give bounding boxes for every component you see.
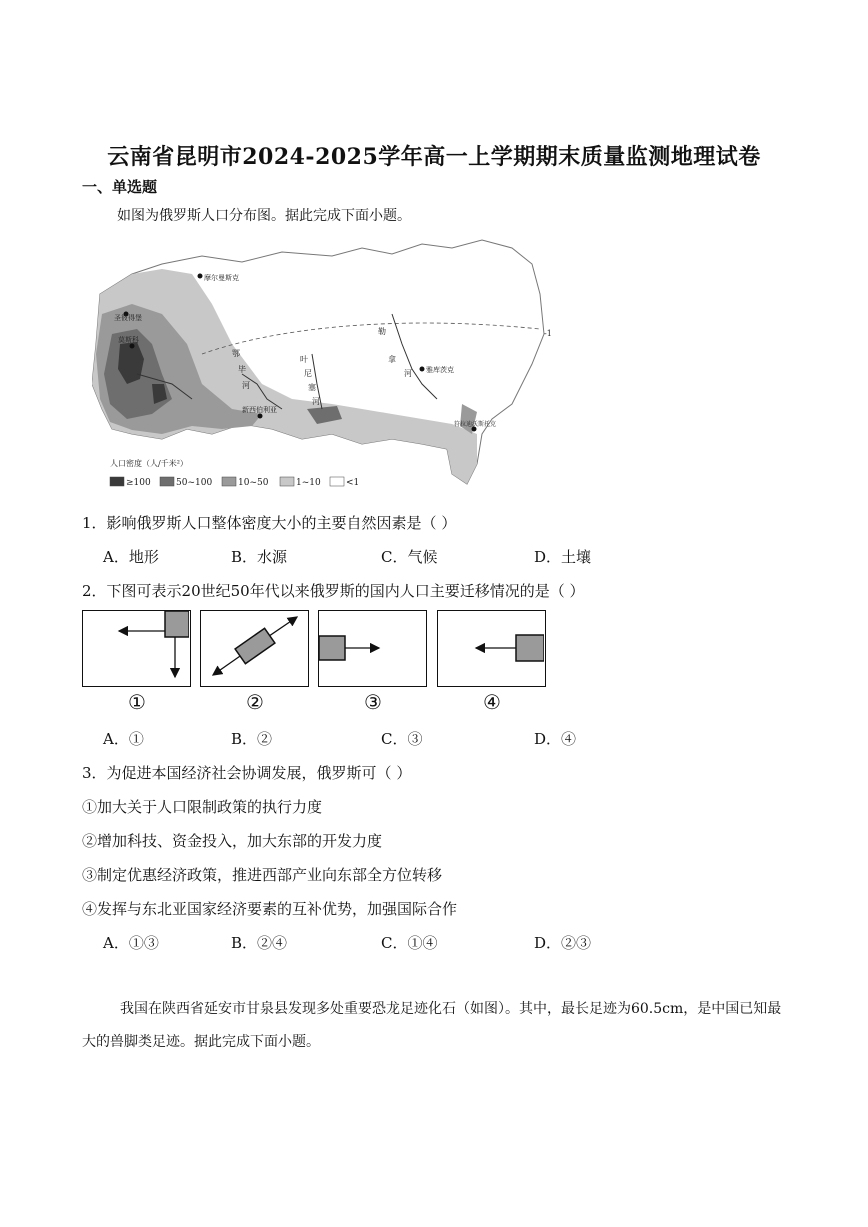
map-label-st-petersburg: 圣彼得堡 bbox=[114, 314, 142, 322]
q3-option-c[interactable]: C．①④ bbox=[381, 934, 438, 952]
map-label-lena-2: 拿 bbox=[388, 355, 396, 364]
legend-label-2: 50~100 bbox=[176, 478, 213, 488]
migration-figure-1 bbox=[82, 610, 191, 687]
q1-option-a[interactable]: A．地形 bbox=[103, 548, 159, 566]
page-title: 云南省昆明市2024-2025学年高一上学期期末质量监测地理试卷 bbox=[107, 144, 761, 170]
legend-swatch-2 bbox=[160, 477, 174, 486]
q3-item-3: ③制定优惠经济政策，推进西部产业向东部全方位转移 bbox=[82, 866, 443, 884]
legend-label-1: ≥100 bbox=[126, 478, 151, 488]
map-label-murmansk: 摩尔曼斯克 bbox=[204, 274, 239, 282]
legend-label-5: <1 bbox=[346, 478, 360, 488]
map-label-yenisei-4: 河 bbox=[312, 397, 320, 406]
migration-figure-4 bbox=[437, 610, 546, 687]
legend-swatch-3 bbox=[222, 477, 236, 486]
figure-label-4: ④ bbox=[483, 690, 501, 714]
map-label-vladivostok: 符拉迪沃斯托克 bbox=[454, 421, 497, 428]
section-heading: 一、单选题 bbox=[82, 178, 158, 196]
city-dot bbox=[130, 344, 135, 349]
figure-label-1: ① bbox=[128, 690, 146, 714]
q3-item-2: ②增加科技、资金投入，加大东部的开发力度 bbox=[82, 832, 383, 850]
legend-swatch-5 bbox=[330, 477, 344, 486]
map-label-yenisei-3: 塞 bbox=[308, 383, 316, 392]
q1-stem: 1．影响俄罗斯人口整体密度大小的主要自然因素是（ ） bbox=[82, 514, 457, 532]
legend-swatch-4 bbox=[280, 477, 294, 486]
legend-label-3: 10~50 bbox=[238, 478, 269, 488]
figure-label-2: ② bbox=[246, 690, 264, 714]
q3-item-1: ①加大关于人口限制政策的执行力度 bbox=[82, 798, 323, 816]
q3-option-d[interactable]: D．②③ bbox=[534, 934, 592, 952]
city-dot bbox=[258, 414, 263, 419]
figure-label-3: ③ bbox=[364, 690, 382, 714]
migration-figure-2 bbox=[200, 610, 309, 687]
map-legend-title: 人口密度（人/千米²） bbox=[110, 459, 188, 468]
q2-option-c[interactable]: C．③ bbox=[381, 730, 423, 748]
map-label-lena-1: 勒 bbox=[378, 327, 386, 336]
map-label-yenisei-1: 叶 bbox=[300, 355, 308, 364]
q1-option-b[interactable]: B．水源 bbox=[231, 548, 288, 566]
map-label-tag: -1 bbox=[544, 329, 552, 338]
q3-option-b[interactable]: B．②④ bbox=[231, 934, 288, 952]
migration-figure-3 bbox=[318, 610, 427, 687]
intro-text: 如图为俄罗斯人口分布图。据此完成下面小题。 bbox=[117, 208, 411, 224]
q3-option-a[interactable]: A．①③ bbox=[103, 934, 159, 952]
map-label-moscow: 莫斯科 bbox=[118, 336, 139, 344]
map-label-yakutsk: 雅库茨克 bbox=[426, 366, 454, 374]
q3-item-4: ④发挥与东北亚国家经济要素的互补优势，加强国际合作 bbox=[82, 900, 458, 918]
city-dot bbox=[420, 367, 425, 372]
q1-option-d[interactable]: D．土壤 bbox=[534, 548, 592, 566]
map-label-ob-3: 河 bbox=[242, 381, 250, 390]
q3-stem: 3．为促进本国经济社会协调发展，俄罗斯可（ ） bbox=[82, 764, 412, 782]
q1-option-c[interactable]: C．气候 bbox=[381, 548, 438, 566]
passage-dinosaur-footprints: 我国在陕西省延安市甘泉县发现多处重要恐龙足迹化石（如图）。其中，最长足迹为60.5cm，是中国已知最大的兽脚类足迹。据此完成下面小题。 bbox=[82, 1001, 782, 1050]
legend-swatch-1 bbox=[110, 477, 124, 486]
q2-stem: 2．下图可表示20世纪50年代以来俄罗斯的国内人口主要迁移情况的是（ ） bbox=[82, 582, 585, 600]
map-label-novosibirsk: 新西伯利亚 bbox=[242, 406, 277, 414]
q2-option-b[interactable]: B．② bbox=[231, 730, 273, 748]
map-label-lena-3: 河 bbox=[404, 369, 412, 378]
map-label-ob-2: 毕 bbox=[238, 365, 246, 374]
russia-population-map bbox=[92, 234, 562, 492]
city-dot bbox=[198, 274, 203, 279]
map-label-ob-1: 鄂 bbox=[232, 349, 240, 358]
q2-option-d[interactable]: D．④ bbox=[534, 730, 577, 748]
q2-option-a[interactable]: A．① bbox=[103, 730, 144, 748]
map-label-yenisei-2: 尼 bbox=[304, 369, 312, 378]
legend-label-4: 1~10 bbox=[296, 478, 321, 488]
map-legend bbox=[110, 477, 359, 488]
